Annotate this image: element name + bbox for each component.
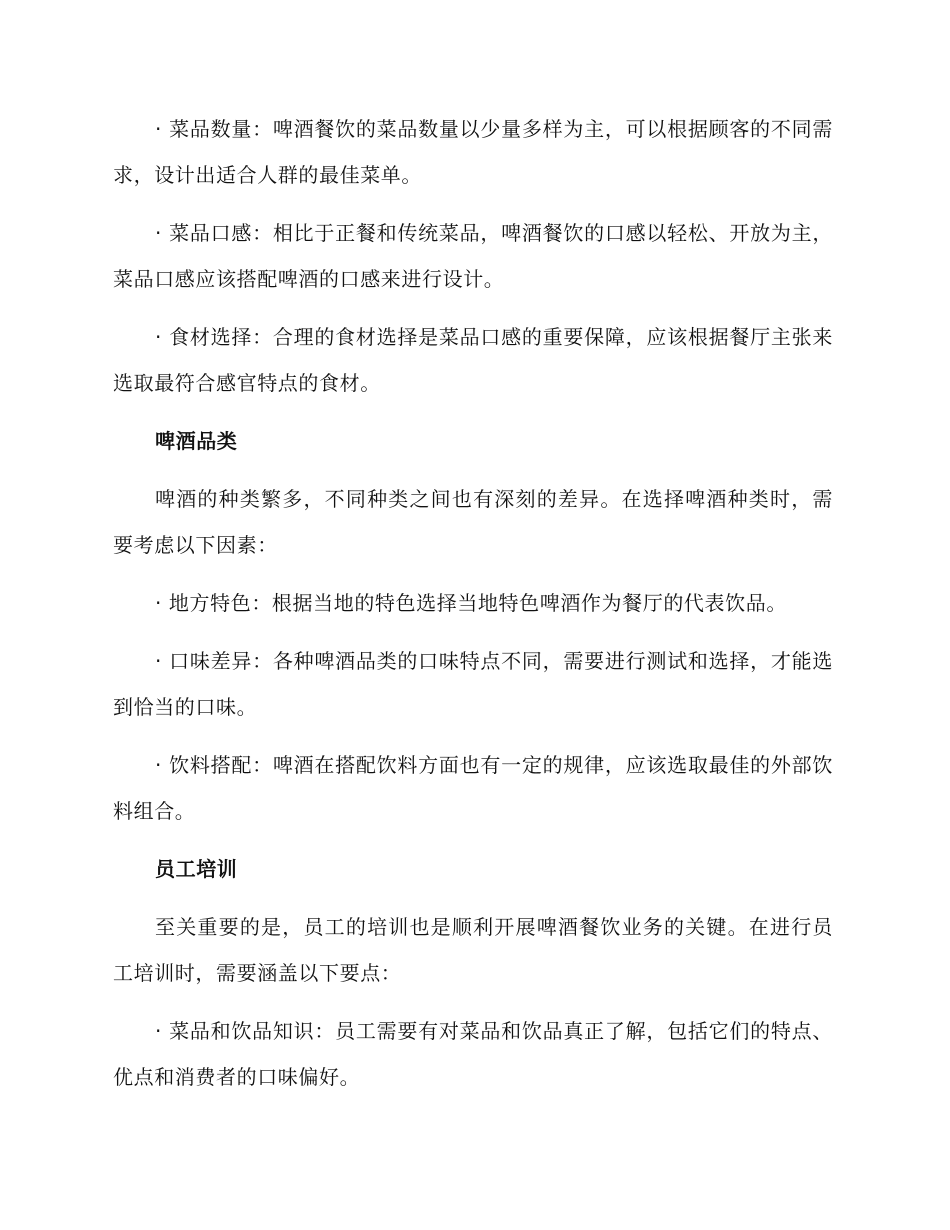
section-heading-beer-category: 啤酒品类 — [155, 429, 238, 453]
section-heading-staff-training: 员工培训 — [155, 857, 238, 881]
bullet-ingredient-selection: · 食材选择：合理的食材选择是菜品口感的重要保障，应该根据餐厅主张来选取最符合感官特点的食材。 — [113, 325, 833, 395]
bullet-dish-quantity: · 菜品数量：啤酒餐饮的菜品数量以少量多样为主，可以根据顾客的不同需求，设计出适合人群的最佳菜单。 — [113, 117, 833, 187]
bullet-drink-pairing: · 饮料搭配：啤酒在搭配饮料方面也有一定的规律，应该选取最佳的外部饮料组合。 — [113, 753, 833, 823]
bullet-dish-drink-knowledge: · 菜品和饮品知识：员工需要有对菜品和饮品真正了解，包括它们的特点、优点和消费者的口味偏好。 — [113, 1019, 833, 1089]
paragraph-staff-training-intro: 至关重要的是，员工的培训也是顺利开展啤酒餐饮业务的关键。在进行员工培训时，需要涵盖以下要点： — [113, 915, 833, 985]
bullet-local-feature: · 地方特色：根据当地的特色选择当地特色啤酒作为餐厅的代表饮品。 — [155, 591, 787, 615]
bullet-taste-difference: · 口味差异：各种啤酒品类的口味特点不同，需要进行测试和选择，才能选到恰当的口味。 — [113, 649, 833, 719]
paragraph-beer-category-intro: 啤酒的种类繁多，不同种类之间也有深刻的差异。在选择啤酒种类时，需要考虑以下因素： — [113, 487, 833, 557]
bullet-dish-taste: · 菜品口感：相比于正餐和传统菜品，啤酒餐饮的口感以轻松、开放为主，菜品口感应该搭配啤酒的口感来进行设计。 — [113, 221, 833, 291]
document-page — [113, 106, 833, 1112]
